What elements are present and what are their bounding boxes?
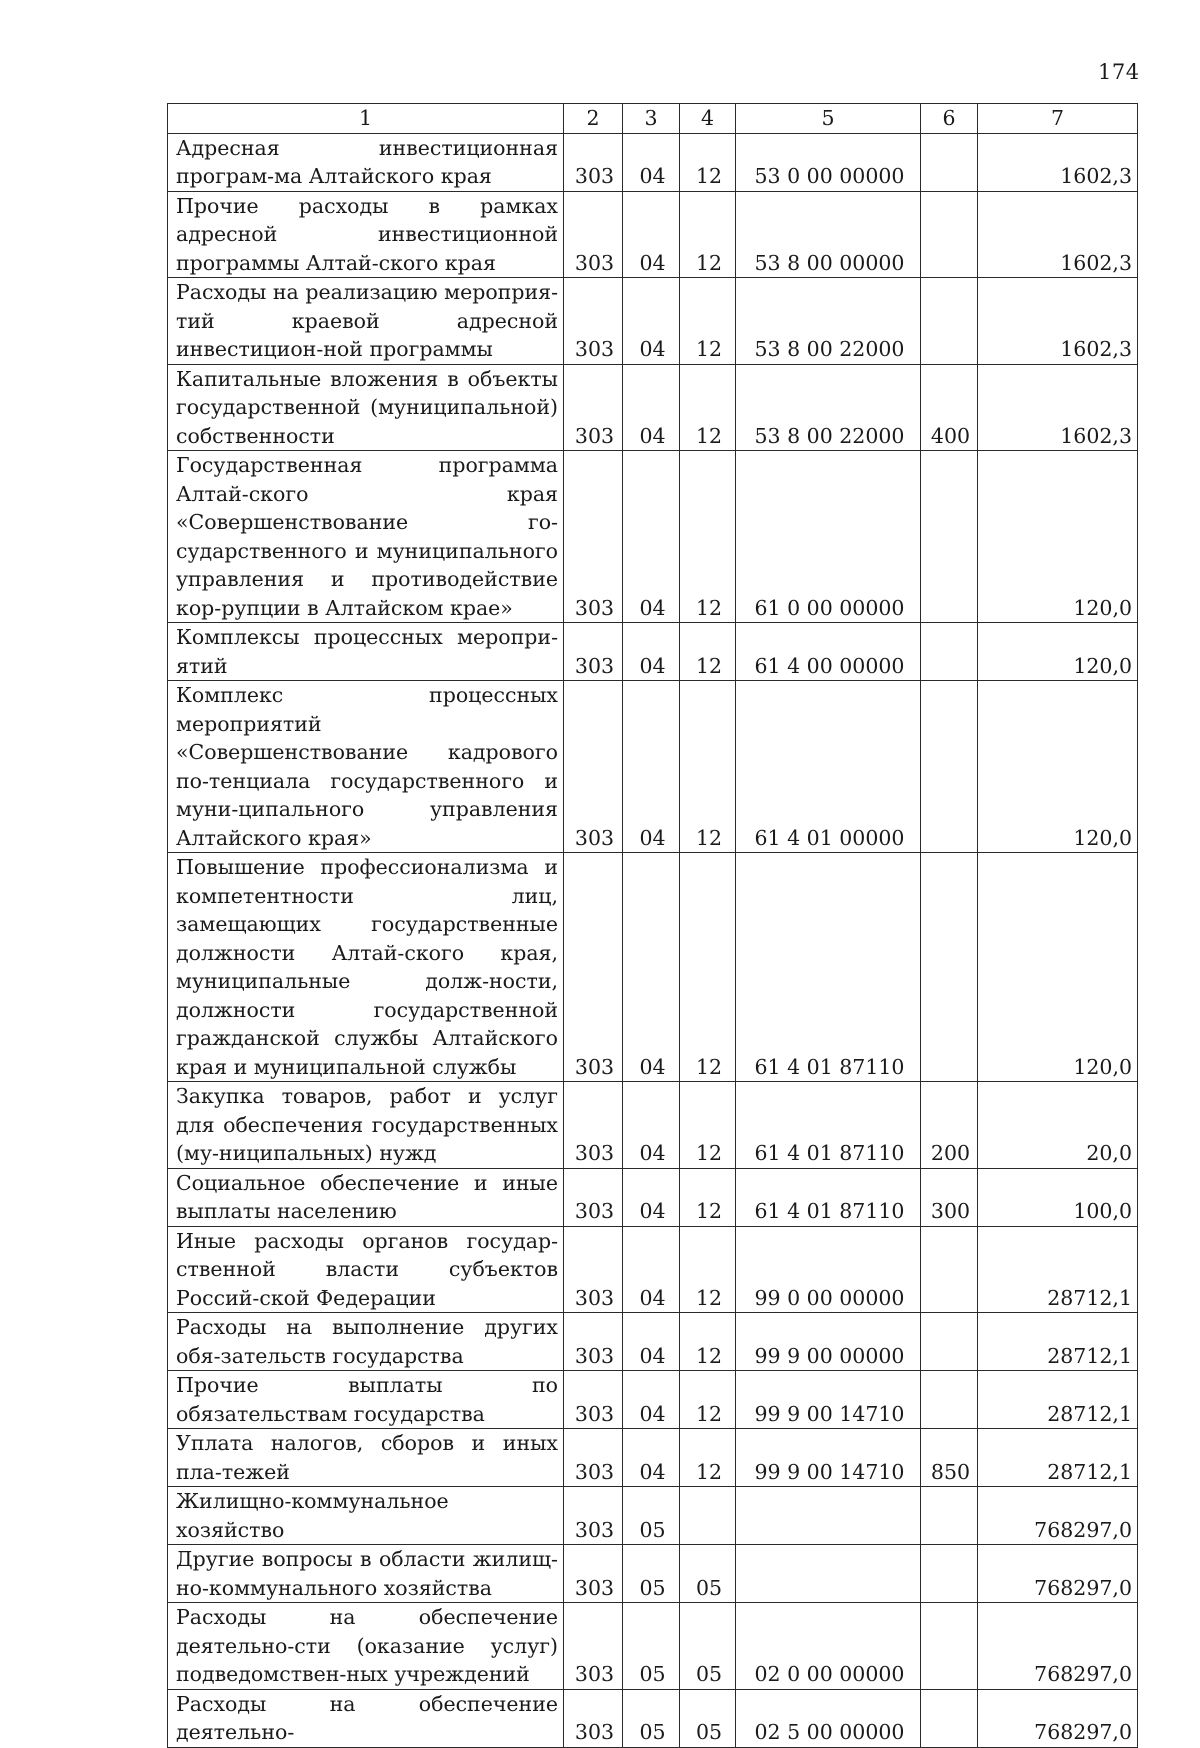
row-target-article: 99 9 00 14710	[736, 1429, 921, 1487]
row-admin-code: 303	[564, 853, 623, 1082]
table-row	[168, 1429, 1138, 1487]
row-subsection: 12	[680, 1429, 736, 1487]
row-section: 04	[623, 451, 680, 623]
row-expense-type	[921, 1545, 978, 1603]
row-admin-code: 303	[564, 1545, 623, 1603]
row-expense-type	[921, 1313, 978, 1371]
row-admin-code: 303	[564, 1082, 623, 1169]
table-row	[168, 1689, 1138, 1747]
row-admin-code: 303	[564, 1487, 623, 1545]
row-target-article: 99 9 00 00000	[736, 1313, 921, 1371]
row-admin-code: 303	[564, 1603, 623, 1690]
row-admin-code: 303	[564, 1313, 623, 1371]
row-target-article: 99 9 00 14710	[736, 1371, 921, 1429]
table-row	[168, 1313, 1138, 1371]
table-row	[168, 853, 1138, 1082]
row-name: Прочие расходы в рамках адресной инвестиционной программы Алтай-ского края	[168, 191, 564, 278]
row-amount: 768297,0	[978, 1603, 1138, 1690]
row-expense-type	[921, 191, 978, 278]
row-name: Комплекс процессных мероприятий «Совершенствование кадрового по-тенциала государственного и муни-ципального управления Алтайского края»	[168, 681, 564, 853]
row-target-article: 53 8 00 00000	[736, 191, 921, 278]
table-row	[168, 1082, 1138, 1169]
row-name: Капитальные вложения в объекты государственной (муниципальной) собственности	[168, 364, 564, 451]
row-admin-code: 303	[564, 1689, 623, 1747]
row-subsection	[680, 1487, 736, 1545]
row-section: 04	[623, 278, 680, 365]
row-target-article	[736, 1545, 921, 1603]
row-name: Расходы на обеспечение деятельно-	[168, 1689, 564, 1747]
row-amount: 1602,3	[978, 278, 1138, 365]
header-col-2: 2	[564, 104, 623, 134]
row-subsection: 12	[680, 364, 736, 451]
row-expense-type	[921, 278, 978, 365]
row-section: 04	[623, 1168, 680, 1226]
row-target-article: 61 4 00 00000	[736, 623, 921, 681]
row-name: Повышение профессионализма и компетентности лиц, замещающих государственные должности Алтай-ского края, муниципальные долж-ности, должности государственной гражданской службы Алтайского края и муниципальной службы	[168, 853, 564, 1082]
row-section: 05	[623, 1487, 680, 1545]
row-subsection: 05	[680, 1545, 736, 1603]
row-subsection: 12	[680, 853, 736, 1082]
row-target-article: 61 4 01 87110	[736, 1082, 921, 1169]
row-target-article: 61 0 00 00000	[736, 451, 921, 623]
row-section: 04	[623, 1313, 680, 1371]
row-section: 05	[623, 1603, 680, 1690]
row-subsection: 05	[680, 1689, 736, 1747]
row-amount: 28712,1	[978, 1429, 1138, 1487]
row-admin-code: 303	[564, 623, 623, 681]
row-name: Социальное обеспечение и иные выплаты населению	[168, 1168, 564, 1226]
header-row	[168, 104, 1138, 134]
row-section: 04	[623, 364, 680, 451]
page-number: 174	[1098, 60, 1140, 84]
row-admin-code: 303	[564, 451, 623, 623]
row-expense-type	[921, 1689, 978, 1747]
row-target-article: 02 0 00 00000	[736, 1603, 921, 1690]
row-expense-type	[921, 1371, 978, 1429]
table-row	[168, 278, 1138, 365]
row-section: 04	[623, 133, 680, 191]
row-amount: 120,0	[978, 623, 1138, 681]
header-col-5: 5	[736, 104, 921, 134]
row-name: Уплата налогов, сборов и иных пла-тежей	[168, 1429, 564, 1487]
row-target-article: 61 4 01 87110	[736, 1168, 921, 1226]
table-row	[168, 1371, 1138, 1429]
row-section: 04	[623, 1226, 680, 1313]
header-col-3: 3	[623, 104, 680, 134]
budget-table	[167, 103, 1138, 1748]
row-admin-code: 303	[564, 133, 623, 191]
row-section: 05	[623, 1689, 680, 1747]
row-admin-code: 303	[564, 1371, 623, 1429]
row-expense-type	[921, 1603, 978, 1690]
row-amount: 28712,1	[978, 1226, 1138, 1313]
row-subsection: 12	[680, 451, 736, 623]
row-target-article: 99 0 00 00000	[736, 1226, 921, 1313]
row-subsection: 12	[680, 191, 736, 278]
row-target-article: 53 8 00 22000	[736, 364, 921, 451]
row-name: Расходы на реализацию мероприя-тий краевой адресной инвестицион-ной программы	[168, 278, 564, 365]
row-expense-type	[921, 1487, 978, 1545]
row-amount: 768297,0	[978, 1689, 1138, 1747]
header-col-6: 6	[921, 104, 978, 134]
table-row	[168, 1168, 1138, 1226]
row-subsection: 12	[680, 1313, 736, 1371]
row-name: Комплексы процессных меропри-ятий	[168, 623, 564, 681]
row-amount: 120,0	[978, 853, 1138, 1082]
row-target-article: 53 8 00 22000	[736, 278, 921, 365]
row-expense-type: 850	[921, 1429, 978, 1487]
row-name: Расходы на выполнение других обя-зательств государства	[168, 1313, 564, 1371]
row-subsection: 12	[680, 1082, 736, 1169]
row-amount: 28712,1	[978, 1371, 1138, 1429]
row-subsection: 12	[680, 1168, 736, 1226]
row-expense-type: 400	[921, 364, 978, 451]
row-target-article: 02 5 00 00000	[736, 1689, 921, 1747]
row-admin-code: 303	[564, 191, 623, 278]
table-row	[168, 623, 1138, 681]
row-section: 04	[623, 1429, 680, 1487]
table-row	[168, 364, 1138, 451]
row-section: 04	[623, 623, 680, 681]
row-name: Иные расходы органов государ-ственной власти субъектов Россий-ской Федерации	[168, 1226, 564, 1313]
row-name: Другие вопросы в области жилищ-но-коммунального хозяйства	[168, 1545, 564, 1603]
row-subsection: 12	[680, 133, 736, 191]
row-name: Закупка товаров, работ и услуг для обеспечения государственных (му-ниципальных) нужд	[168, 1082, 564, 1169]
row-amount: 120,0	[978, 451, 1138, 623]
row-subsection: 12	[680, 1226, 736, 1313]
row-expense-type	[921, 133, 978, 191]
row-expense-type	[921, 451, 978, 623]
row-expense-type	[921, 1226, 978, 1313]
row-amount: 1602,3	[978, 364, 1138, 451]
table-row	[168, 1487, 1138, 1545]
row-admin-code: 303	[564, 1226, 623, 1313]
row-expense-type: 200	[921, 1082, 978, 1169]
row-amount: 768297,0	[978, 1545, 1138, 1603]
row-section: 05	[623, 1545, 680, 1603]
table-row	[168, 1226, 1138, 1313]
row-section: 04	[623, 191, 680, 278]
row-subsection: 12	[680, 1371, 736, 1429]
row-amount: 1602,3	[978, 133, 1138, 191]
table-row	[168, 681, 1138, 853]
table-row	[168, 191, 1138, 278]
row-subsection: 12	[680, 623, 736, 681]
table-row	[168, 1545, 1138, 1603]
row-admin-code: 303	[564, 681, 623, 853]
row-section: 04	[623, 853, 680, 1082]
row-target-article	[736, 1487, 921, 1545]
row-name: Прочие выплаты по обязательствам государства	[168, 1371, 564, 1429]
row-amount: 100,0	[978, 1168, 1138, 1226]
row-target-article: 61 4 01 87110	[736, 853, 921, 1082]
row-name: Государственная программа Алтай-ского края «Совершенствование го-сударственного и муниципального управления и противодействие кор-рупции в Алтайском крае»	[168, 451, 564, 623]
header-col-1: 1	[168, 104, 564, 134]
row-name: Жилищно-коммунальное хозяйство	[168, 1487, 564, 1545]
row-name: Расходы на обеспечение деятельно-сти (оказание услуг) подведомствен-ных учреждений	[168, 1603, 564, 1690]
table-row	[168, 1603, 1138, 1690]
row-amount: 768297,0	[978, 1487, 1138, 1545]
row-section: 04	[623, 1082, 680, 1169]
row-target-article: 53 0 00 00000	[736, 133, 921, 191]
row-subsection: 05	[680, 1603, 736, 1690]
row-expense-type	[921, 623, 978, 681]
row-subsection: 12	[680, 278, 736, 365]
header-col-7: 7	[978, 104, 1138, 134]
row-subsection: 12	[680, 681, 736, 853]
row-admin-code: 303	[564, 1168, 623, 1226]
row-expense-type: 300	[921, 1168, 978, 1226]
row-amount: 28712,1	[978, 1313, 1138, 1371]
row-section: 04	[623, 1371, 680, 1429]
row-expense-type	[921, 681, 978, 853]
row-admin-code: 303	[564, 278, 623, 365]
row-amount: 1602,3	[978, 191, 1138, 278]
row-name: Адресная инвестиционная програм-ма Алтайского края	[168, 133, 564, 191]
row-amount: 20,0	[978, 1082, 1138, 1169]
row-amount: 120,0	[978, 681, 1138, 853]
table-row	[168, 133, 1138, 191]
row-target-article: 61 4 01 00000	[736, 681, 921, 853]
row-admin-code: 303	[564, 364, 623, 451]
header-col-4: 4	[680, 104, 736, 134]
row-expense-type	[921, 853, 978, 1082]
table-row	[168, 451, 1138, 623]
row-admin-code: 303	[564, 1429, 623, 1487]
row-section: 04	[623, 681, 680, 853]
